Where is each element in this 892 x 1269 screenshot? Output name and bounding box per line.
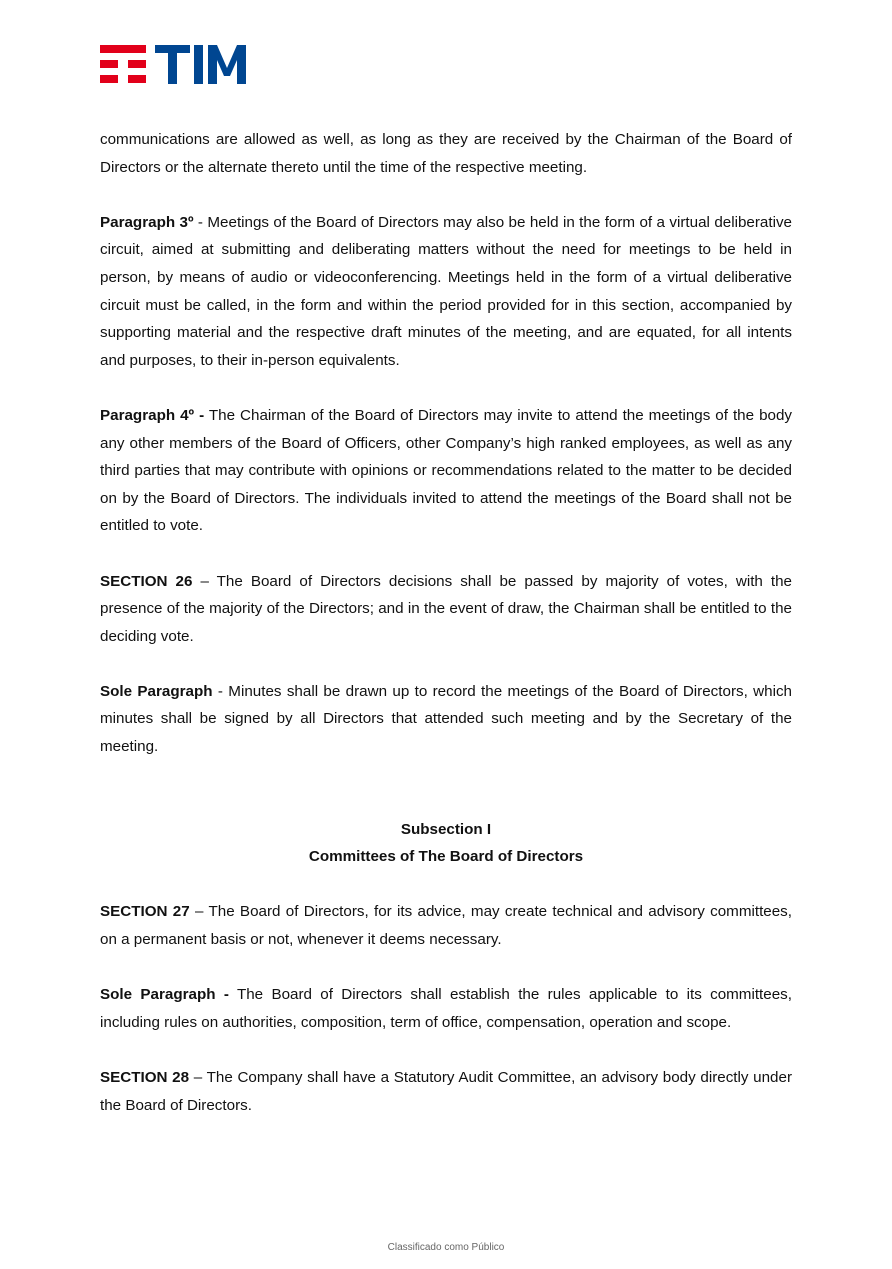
classification-footer: Classificado como Público [387, 1242, 505, 1253]
paragraph-3-label: Paragraph 3º [100, 213, 194, 231]
section-26-label: SECTION 26 [100, 572, 193, 590]
paragraph-4-label: Paragraph 4º - [100, 406, 205, 424]
subsection-heading [100, 816, 792, 871]
section-27-label: SECTION 27 [100, 903, 190, 921]
section-26: SECTION 26 – The Board of Directors decisions shall be passed by majority of votes, with the presence of the majority of the Directors; and in the event of draw, the Chairman shall be entitled to the deciding vote. [100, 572, 793, 645]
document-body [100, 126, 792, 1147]
tim-logo-mark [100, 45, 146, 83]
tim-logo [100, 44, 250, 86]
section-27: SECTION 27 – The Board of Directors, for its advice, may create technical and advisory committees, on a permanent basis or not, whenever it deems necessary. [100, 903, 792, 949]
paragraph-4: Paragraph 4º - The Chairman of the Board of Directors may invite to attend the meetings of the body any other members of the Board of Officers, other Company’s high ranked employees, as well as any third parties that may contribute with opinions or recommendations related to the matter to be decided on by the Board of Directors. The individuals invited to attend the meetings of the Board shall not be entitled to vote. [100, 406, 792, 535]
paragraph-3: Paragraph 3º - Meetings of the Board of Directors may also be held in the form of a virtual deliberative circuit, aimed at submitting and deliberating matters without the need for meetings to be held in person, by means of audio or videoconferencing. Meetings held in the form of a virtual deliberative circuit must be called, in the form and within the period provided for in this section, accompanied by supporting material and the respective draft minutes of the meeting, and are equated, for all intents and purposes, to their in-person equivalents. [100, 213, 792, 369]
section-28-label: SECTION 28 [100, 1069, 190, 1086]
sole-paragraph-27: Sole Paragraph - The Board of Directors shall establish the rules applicable to its committees, including rules on authorities, composition, term of office, compensation, operation and scope. [100, 986, 792, 1031]
subsection-title: Subsection I [400, 820, 492, 838]
subsection-subtitle: Committees of The Board of Directors [308, 848, 584, 866]
sole-paragraph-26-label: Sole Paragraph [100, 682, 213, 700]
tim-logo-wordmark [155, 45, 246, 84]
section-28: SECTION 28 – The Company shall have a Statutory Audit Committee, an advisory body directly under the Board of Directors. [100, 1069, 792, 1114]
paragraph-continuation: communications are allowed as well, as long as they are received by the Chairman of the Board of Directors or the alternate thereto until the time of the respective meeting. [100, 131, 792, 176]
sole-paragraph-27-label: Sole Paragraph - [100, 986, 229, 1004]
sole-paragraph-26: Sole Paragraph - Minutes shall be drawn up to record the meetings of the Board of Directors, which minutes shall be signed by all Directors that attended such meeting and by the Secretary of the meeting. [100, 682, 792, 756]
